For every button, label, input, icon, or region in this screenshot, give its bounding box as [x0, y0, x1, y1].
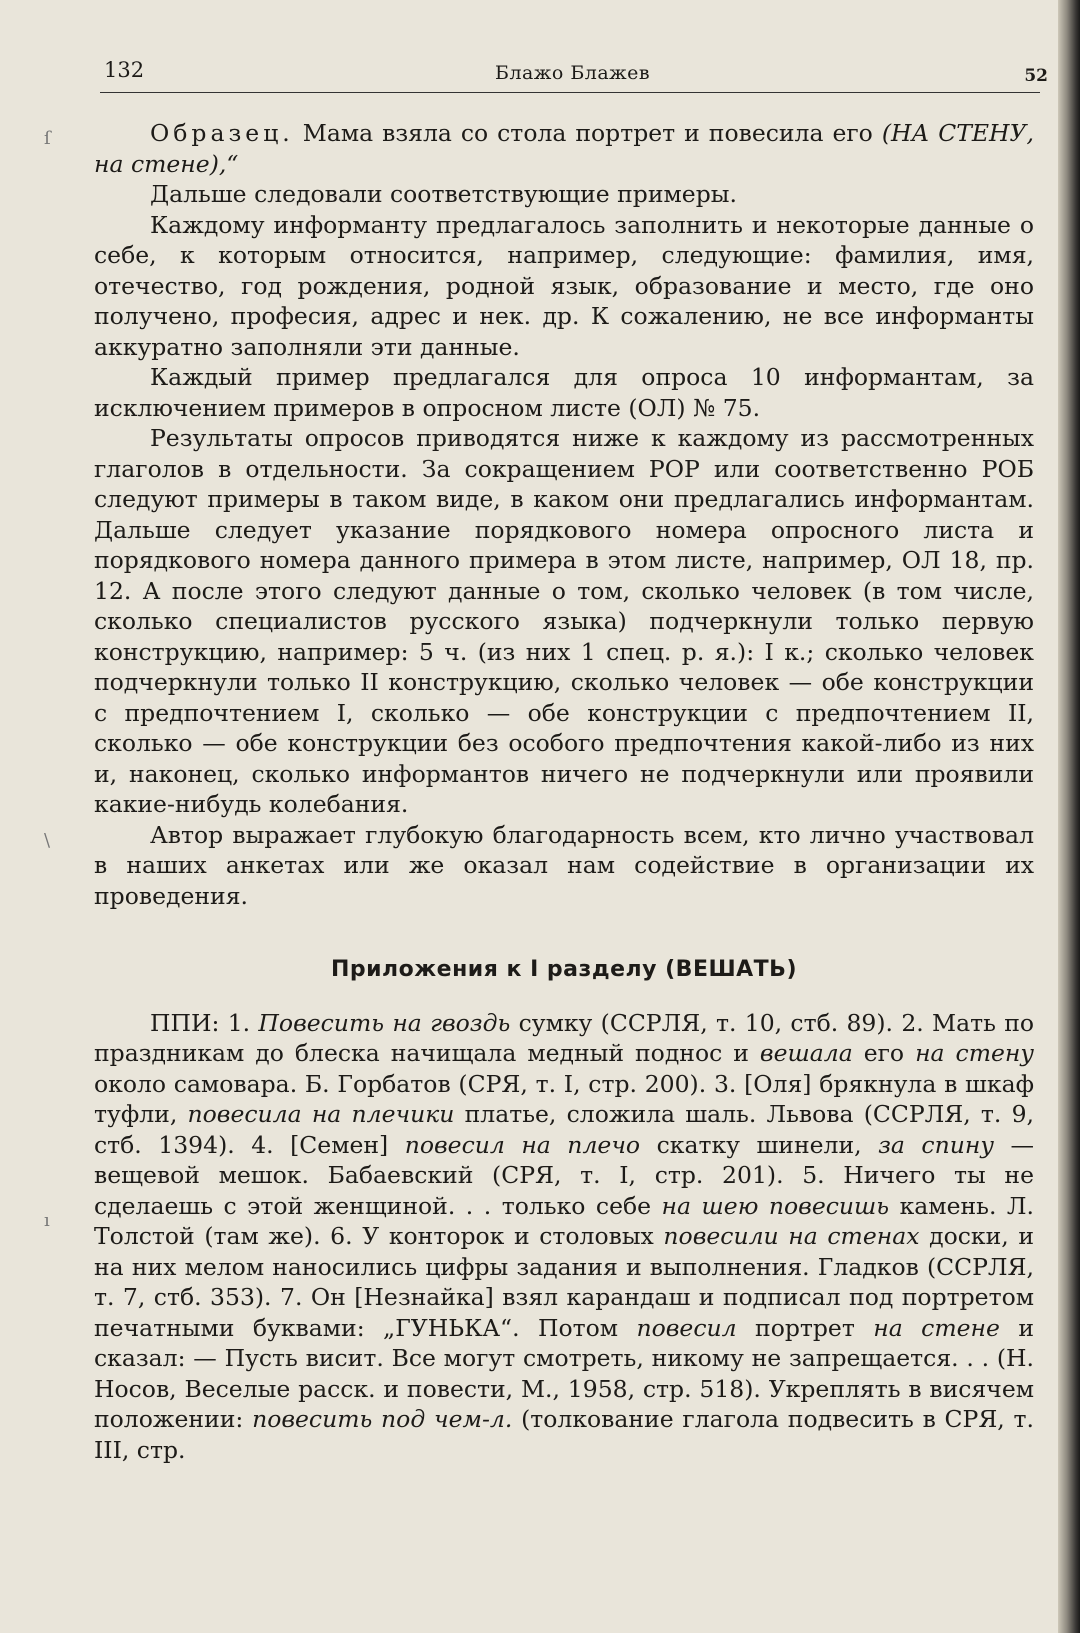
sheet-mark: 52 [1024, 66, 1048, 86]
book-spine [1058, 0, 1080, 1633]
sample-paragraph [94, 118, 1034, 179]
paragraph: Каждому информанту предлагалось заполнить и некоторые данные о себе, к которым относится, например, следующие: фамилия, имя, отечество, год рождения, родной язык, образование и место, где оно получено, професия, адрес и нек. др. К сожалению, не все информанты аккуратно заполняли эти данные. [94, 210, 1034, 361]
header-rule [100, 92, 1040, 93]
page-number: 132 [104, 58, 145, 82]
appendix-text: сумку (ССРЛЯ, т. 10, стб. 89). 2. Мать по праздникам до блеска начищала медный поднос и [94, 1008, 1034, 1067]
appendix-text: камень. Л. Толстой (там же). 6. У конторок и столовых [94, 1191, 1034, 1250]
margin-mark: ſ [44, 128, 51, 149]
margin-mark: ı [44, 1210, 50, 1231]
example-phrase: на стене [873, 1313, 1000, 1342]
example-phrase: повесили на стенах [663, 1222, 920, 1250]
margin-mark: \ [44, 830, 51, 851]
appendix-text: доски, и на них мелом наносились цифры задания и выполнения. Гладков (ССРЛЯ, т. 7, стб. 353). 7. Он [Незнайка] взял карандаш и подписал под портретом печатными буквами: „ГУНЬКА“. Потом [94, 1222, 1034, 1342]
appendix-text: скатку шинели, [640, 1130, 879, 1159]
sample-answer: (НА СТЕНУ, на стене),“ [94, 119, 1034, 178]
sample-text: Мама взяла со стола портрет и повесила его [293, 119, 882, 147]
paragraph: Результаты опросов приводятся ниже к каждому из рассмотренных глаголов в отдельности. За сокращением РОР или соответственно РОБ следуют примеры в таком виде, в каком они предлагались информантам. Дальше следует указание порядкового номера опросного листа и порядкового номера данного примера в этом листе, например, ОЛ 18, пр. 12. А после этого следуют данные о том, сколько человек (в том числе, сколько специалистов русского языка) подчеркнули только первую конструкцию, например: 5 ч. (из них 1 спец. р. я.): I к.; сколько человек подчеркнули только II конструкцию, сколько человек — обе конструкции с предпочтением I, сколько — обе конструкции с предпочтением II, сколько — обе конструкции без особого предпочтения какой-либо из них и, наконец, сколько информантов ничего не подчеркнули или проявили какие-нибудь колебания. [94, 424, 1034, 818]
running-header [100, 58, 1050, 98]
main-text [94, 118, 1034, 1465]
running-title: Блажо Блажев [495, 62, 651, 84]
appendix-text: его [852, 1039, 916, 1067]
section-heading: Приложения к I разделу (ВЕШАТЬ) [330, 957, 798, 982]
example-phrase: повесить под чем-л. [252, 1405, 513, 1433]
sample-label: Образец. [150, 119, 294, 147]
example-phrase: Повесить на гвоздь [258, 1008, 511, 1037]
example-phrase: повесила на плечики [187, 1100, 455, 1128]
paragraph: Каждый пример предлагался для опроса 10 информантам, за исключением примеров в опросном листе (ОЛ) № 75. [94, 363, 1034, 422]
appendix-text: около самовара. Б. Горбатов (СРЯ, т. I, стр. 200). 3. [Оля] брякнула в шкаф туфли, [94, 1069, 1034, 1128]
example-phrase: на шею повесишь [661, 1191, 890, 1220]
example-phrase: повесил на плечо [404, 1130, 641, 1159]
appendix-text: (толкование глагола подвесить в СРЯ, т. III, стр. [94, 1405, 1034, 1464]
paragraph: Автор выражает глубокую благодарность всем, кто лично участвовал в наших анкетах или же оказал нам содействие в организации их проведения. [94, 820, 1034, 910]
appendix-text: и сказал: — Пусть висит. Все могут смотреть, никому не запрещается. . . (Н. Носов, Веселые расск. и повести, М., 1958, стр. 518). Укреплять в висячем положении: [94, 1313, 1035, 1433]
example-phrase: вешала [759, 1039, 853, 1067]
appendix-text: портрет [736, 1313, 874, 1342]
appendix-text: — вещевой мешок. Бабаевский (СРЯ, т. I, стр. 201). 5. Ничего ты не сделаешь с этой женщиной. . . только себе [94, 1130, 1034, 1220]
appendix-text: платье, сложила шаль. Львова (ССРЛЯ, т. 9, стб. 1394). 4. [Семен] [94, 1100, 1034, 1159]
paragraph: Дальше следовали соответствующие примеры. [150, 180, 737, 208]
example-phrase: за спину [878, 1130, 994, 1159]
example-phrase: повесил [636, 1313, 737, 1342]
appendix-paragraph [94, 1008, 1034, 1466]
example-phrase: на стену [915, 1039, 1034, 1067]
appendix-text: ППИ: 1. [150, 1008, 259, 1037]
